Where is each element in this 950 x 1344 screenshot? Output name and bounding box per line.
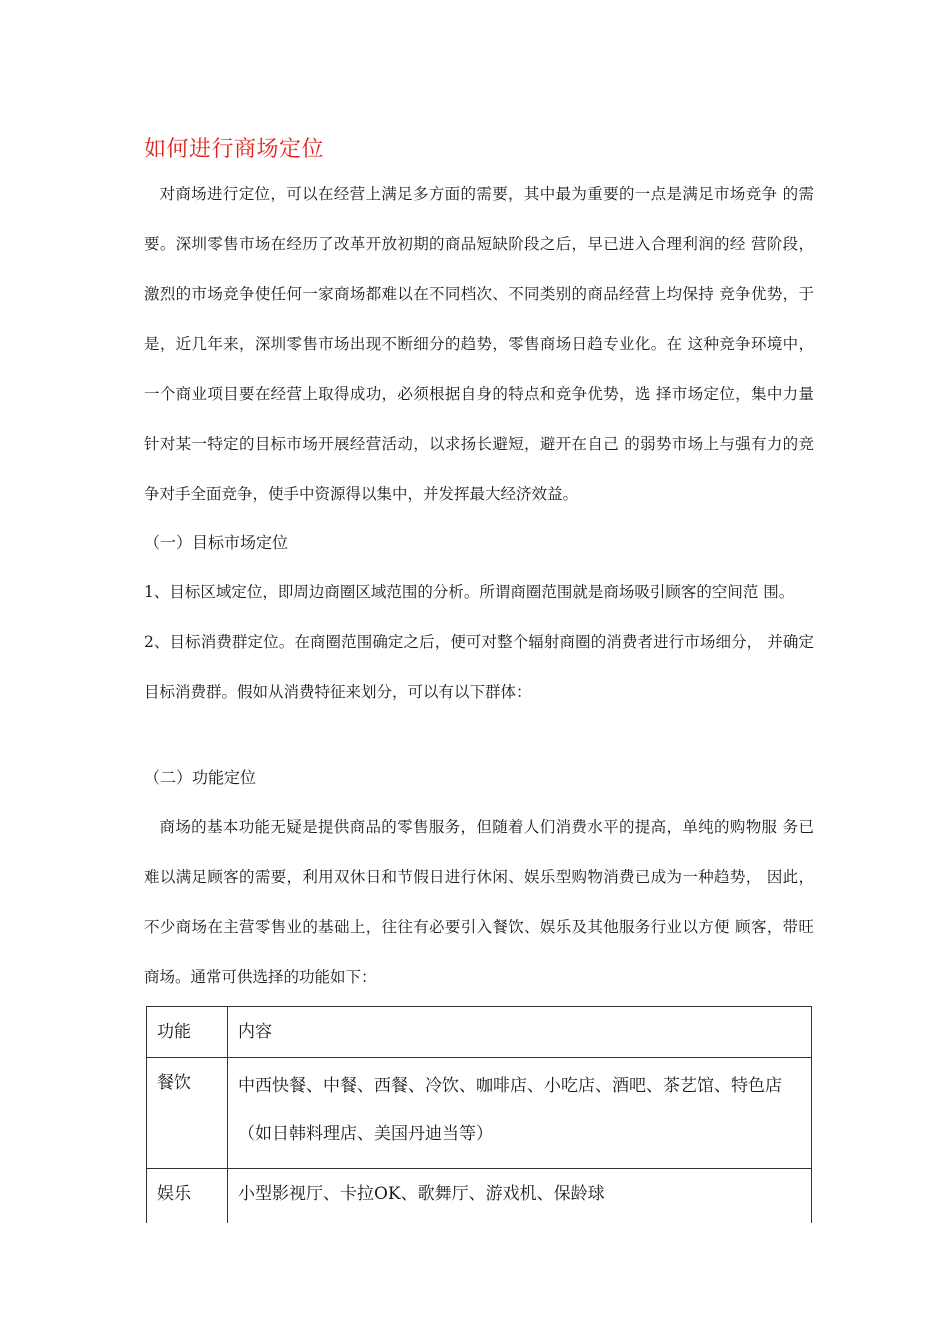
- table-row: [147, 1058, 812, 1169]
- table-row: [147, 1169, 812, 1224]
- table-header-content: 内容: [228, 1007, 812, 1058]
- section-1-item-2: 2、目标消费群定位。在商圈范围确定之后，便可对整个辐射商圈的消费者进行市场细分， 并确定目标消费群。假如从消费特征来划分，可以有以下群体：: [144, 633, 814, 701]
- table-header-function: 功能: [147, 1007, 228, 1058]
- table-cell-function: 餐饮: [147, 1058, 228, 1169]
- intro-paragraph: 对商场进行定位，可以在经营上满足多方面的需要，其中最为重要的一点是满足市场竞争 的需要。深圳零售市场在经历了改革开放初期的商品短缺阶段之后，早已进入合理利润的经 营阶段，激烈的市场竞争使任何一家商场都难以在不同档次、不同类别的商品经营上均保持 竞争优势，于是，近几年来，深圳零售市场出现不断细分的趋势，零售商场日趋专业化。在 这种竞争环境中，一个商业项目要在经营上取得成功，必须根据自身的特点和竞争优势，选 择市场定位，集中力量针对某一特定的目标市场开展经营活动，以求扬长避短，避开在自己 的弱势市场上与强有力的竞争对手全面竞争，使手中资源得以集中，并发挥最大经济效益。: [144, 185, 814, 503]
- section-2-paragraph: 商场的基本功能无疑是提供商品的零售服务，但随着人们消费水平的提高，单纯的购物服 务已难以满足顾客的需要，利用双休日和节假日进行休闲、娱乐型购物消费已成为一种趋势， 因此，不少商场在主营零售业的基础上，往往有必要引入餐饮、娱乐及其他服务行业以方便 顾客，带旺商场。通常可供选择的功能如下：: [144, 818, 814, 986]
- table-cell-content: 中西快餐、中餐、西餐、冷饮、咖啡店、小吃店、酒吧、茶艺馆、特色店（如日韩料理店、美国丹迪当等）: [228, 1058, 812, 1169]
- table-cell-content: 小型影视厅、卡拉OK、歌舞厅、游戏机、保龄球: [228, 1169, 812, 1224]
- function-table: [146, 1006, 812, 1223]
- section-1-heading: （一）目标市场定位: [144, 533, 289, 552]
- section-1-item-1: 1、目标区域定位，即周边商圈区域范围的分析。所谓商圈范围就是商场吸引顾客的空间范 围。: [144, 583, 795, 601]
- document-title: 如何进行商场定位: [144, 137, 325, 162]
- section-2-heading: （二）功能定位: [144, 768, 257, 787]
- table-cell-function: 娱乐: [147, 1169, 228, 1224]
- table-header-row: [147, 1007, 812, 1058]
